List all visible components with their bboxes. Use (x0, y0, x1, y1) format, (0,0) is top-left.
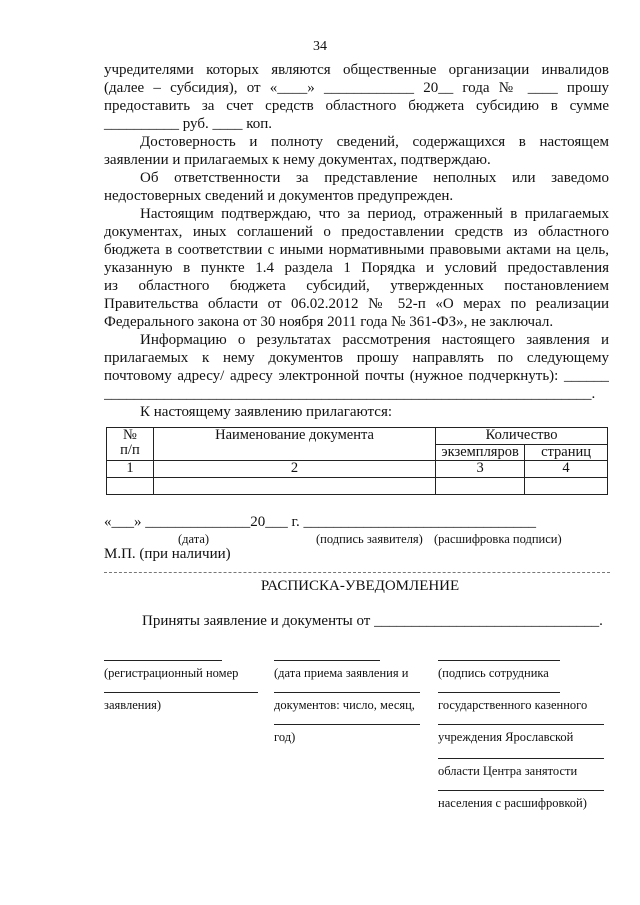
table-cell[interactable] (153, 478, 435, 495)
body-line: Настоящим подтверждаю, что за период, отраженный в прилагаемых (140, 206, 609, 222)
header-number-line-1: № (123, 427, 137, 443)
table-cell[interactable] (107, 478, 154, 495)
stamp-note: М.П. (при наличии) (104, 546, 231, 562)
staff-signature-line[interactable] (438, 758, 604, 759)
table-header-row (107, 428, 608, 445)
page-number: 34 (313, 39, 327, 54)
body-line: заявлении и прилагаемых к нему документах, подтверждаю. (104, 152, 491, 168)
body-line: предоставить за счет средств областного бюджета субсидию в сумме (104, 98, 609, 114)
label-date: (дата) (178, 532, 210, 546)
signature-date-line[interactable]: «___» ______________20___ г. _______________________________ (104, 514, 536, 530)
body-line: _________________________________________________________________. (104, 386, 596, 402)
caption-date: год) (274, 730, 296, 744)
body-line: Об ответственности за представление неполных или заведомо (140, 170, 609, 186)
caption-staff: государственного казенного (438, 698, 588, 712)
label-signature: (подпись заявителя) (316, 532, 423, 546)
body-line: из областного бюджета субсидий, утвержденных постановлением (104, 278, 609, 294)
label-decoding: (расшифровка подписи) (434, 532, 562, 546)
table-row (107, 461, 608, 478)
body-line: Информацию о результатах рассмотрения настоящего заявления и (140, 332, 609, 348)
staff-signature-line[interactable] (438, 790, 604, 791)
header-pages: страниц (525, 444, 608, 461)
attachments-heading: К настоящему заявлению прилагаются: (140, 404, 393, 420)
receipt-date-line[interactable] (274, 660, 380, 661)
table-cell: 2 (153, 461, 435, 478)
receipt-title: РАСПИСКА-УВЕДОМЛЕНИЕ (260, 578, 460, 594)
body-line: учредителями которых являются общественные организации инвалидов (104, 62, 609, 78)
caption-registration: (регистрационный номер (104, 666, 239, 680)
staff-signature-line[interactable] (438, 660, 560, 661)
body-line: указанную в пункте 1.4 раздела 1 Порядка и условий предоставления (104, 260, 609, 276)
registration-number-line[interactable] (104, 692, 258, 693)
header-number-cell (107, 428, 154, 461)
body-line: бюджета в соответствии с иными нормативными правовыми актами на цель, (104, 242, 609, 258)
table-cell: 4 (525, 461, 608, 478)
caption-date: (дата приема заявления и (274, 666, 409, 680)
receipt-accepted-line[interactable]: Приняты заявление и документы от ______________________________. (142, 613, 603, 629)
caption-staff: населения с расшифровкой) (438, 796, 587, 810)
caption-registration: заявления) (104, 698, 162, 712)
cut-line (104, 572, 610, 573)
receipt-date-line[interactable] (274, 724, 420, 725)
header-document-name: Наименование документа (153, 428, 435, 461)
caption-staff: (подпись сотрудника (438, 666, 549, 680)
caption-date: документов: число, месяц, (274, 698, 415, 712)
body-line: (далее – субсидия), от «____» ____________ 20__ года № ____ прошу (104, 80, 609, 96)
body-line: документах, иных соглашений о предоставлении средств из областного (104, 224, 609, 240)
body-line: недостоверных сведений и документов предупрежден. (104, 188, 454, 204)
caption-staff: учреждения Ярославской (438, 730, 574, 744)
staff-signature-line[interactable] (438, 692, 560, 693)
staff-signature-line[interactable] (438, 724, 604, 725)
documents-table (106, 427, 608, 495)
table-cell: 3 (436, 461, 525, 478)
header-quantity: Количество (436, 428, 608, 445)
header-number-line-2: п/п (120, 442, 140, 458)
header-copies: экземпляров (436, 444, 525, 461)
body-line: __________ руб. ____ коп. (104, 116, 273, 132)
body-line: прилагаемых к нему документов прошу направлять по следующему (104, 350, 609, 366)
body-line: Правительства области от 06.02.2012 № 52-п «О мерах по реализации (104, 296, 609, 312)
table-row[interactable] (107, 478, 608, 495)
caption-staff: области Центра занятости (438, 764, 578, 778)
receipt-date-line[interactable] (274, 692, 420, 693)
registration-number-line[interactable] (104, 660, 222, 661)
table-cell[interactable] (436, 478, 525, 495)
table-cell[interactable] (525, 478, 608, 495)
table-cell: 1 (107, 461, 154, 478)
body-line: Достоверность и полноту сведений, содержащихся в настоящем (140, 134, 609, 150)
body-line: почтовому адресу/ адресу электронной почты (нужное подчеркнуть): ______ (104, 368, 609, 384)
body-line: Федерального закона от 30 ноября 2011 года № 361-ФЗ», не заключал. (104, 314, 554, 330)
